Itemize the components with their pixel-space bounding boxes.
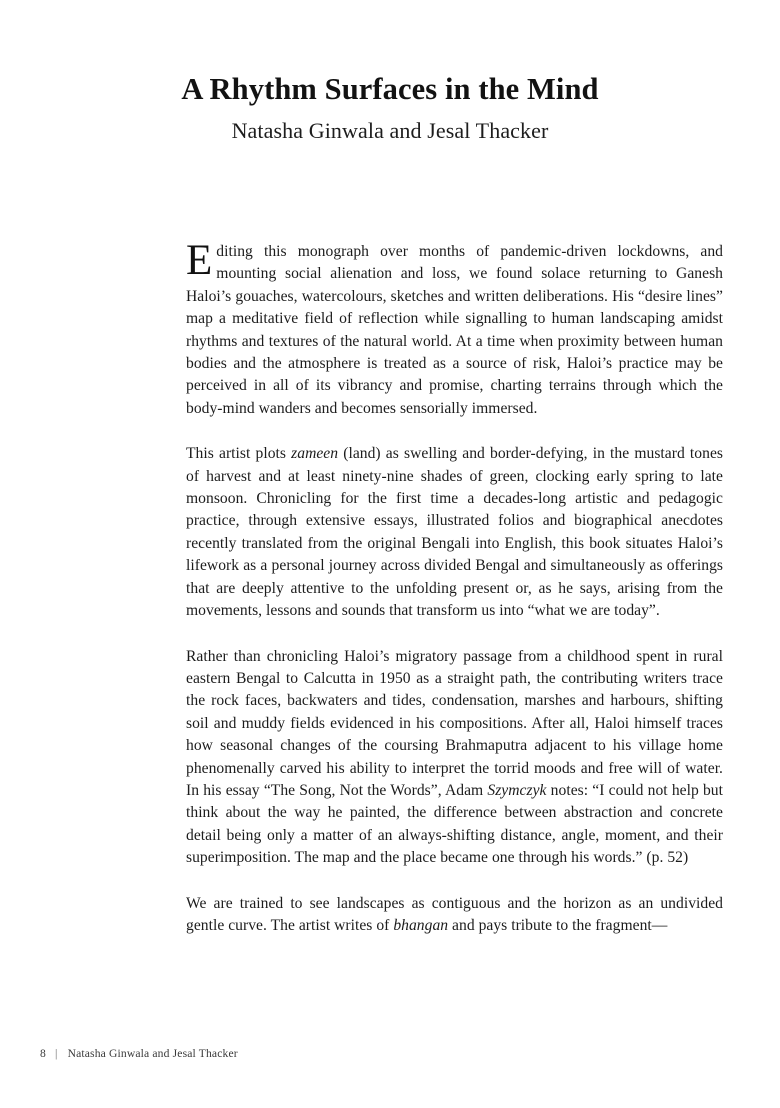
page-title: A Rhythm Surfaces in the Mind — [181, 72, 599, 106]
body-paragraph — [186, 237, 723, 420]
paragraph-text-run: Rather than chronicling Haloi’s migratory passage from a childhood spent in rural eastern Bengal to Calcutta in 1950 as a straight path, the contributing writers trace the rock faces, backwaters and tides, condensation, marshes and harbours, shifting soil and muddy fields evidenced in his compositions. After all, Haloi himself traces how seasonal changes of the coursing Brahmaputra adjacent to his village home phenomenally carved his ability to interpret the torrid moods and free will of water. In his essay “The Song, Not the Words”, Adam — [186, 647, 723, 799]
title-block — [60, 72, 720, 146]
footer-separator: | — [55, 1047, 58, 1060]
folio-page-number: 8 — [40, 1047, 46, 1060]
paragraph-text-run: and pays tribute to the fragment— — [448, 916, 668, 934]
paragraph-text-run: Editing this monograph over months of pandemic-driven lockdowns, and mounting social alienation and loss, we found solace returning to Ganesh Haloi’s gouaches, watercolours, sketches and written deliberations. His “desire lines” map a meditative field of reflection while signalling to human landscaping amidst rhythms and textures of the natural world. At a time when proximity between human bodies and the atmosphere is treated as a source of risk, Haloi’s practice may be perceived in all of its vibrancy and promise, charting terrains through which the body-mind wanders and becomes sensorially immersed. — [186, 237, 723, 417]
body-paragraph — [186, 443, 723, 622]
paragraph-text-run: We are trained to see landscapes as contiguous and the horizon as an undivided gentle curve. The artist writes of — [186, 894, 723, 934]
paragraph-text-run: (land) as swelling and border-defying, in the mustard tones of harvest and at least ninety-nine shades of green, clocking early spring to late monsoon. Chronicling for the first time a decades-long artistic and pedagogic practice, through extensive essays, illustrated folios and biographical anecdotes recently translated from the original Bengali into English, this book situates Haloi’s lifework as a personal journey across divided Bengal and simultaneously as offerings that are deeply attentive to the unfolding present or, as he says, arising from the movements, lessons and sounds that transform us into “what we are today”. — [186, 445, 723, 620]
emphasised-term: bhangan — [393, 916, 449, 934]
body-paragraph — [186, 893, 723, 938]
running-head-title: Natasha Ginwala and Jesal Thacker — [67, 1047, 238, 1060]
body-paragraph — [186, 646, 723, 870]
body-text-column — [186, 237, 723, 937]
page-footer — [40, 1046, 238, 1062]
emphasised-term: zameen — [291, 445, 339, 463]
author-byline: Natasha Ginwala and Jesal Thacker — [231, 117, 549, 143]
emphasised-term: Szymczyk — [487, 781, 547, 799]
paragraph-text-run: notes: “I could not help but think about the way he painted, the difference between abstraction and concrete detail being only a matter of an always-shifting distance, angle, moment, and their superimposition. The map and the place became one through his words.” (p. 52) — [186, 781, 723, 867]
paragraph-text-run: This artist plots — [186, 445, 292, 463]
